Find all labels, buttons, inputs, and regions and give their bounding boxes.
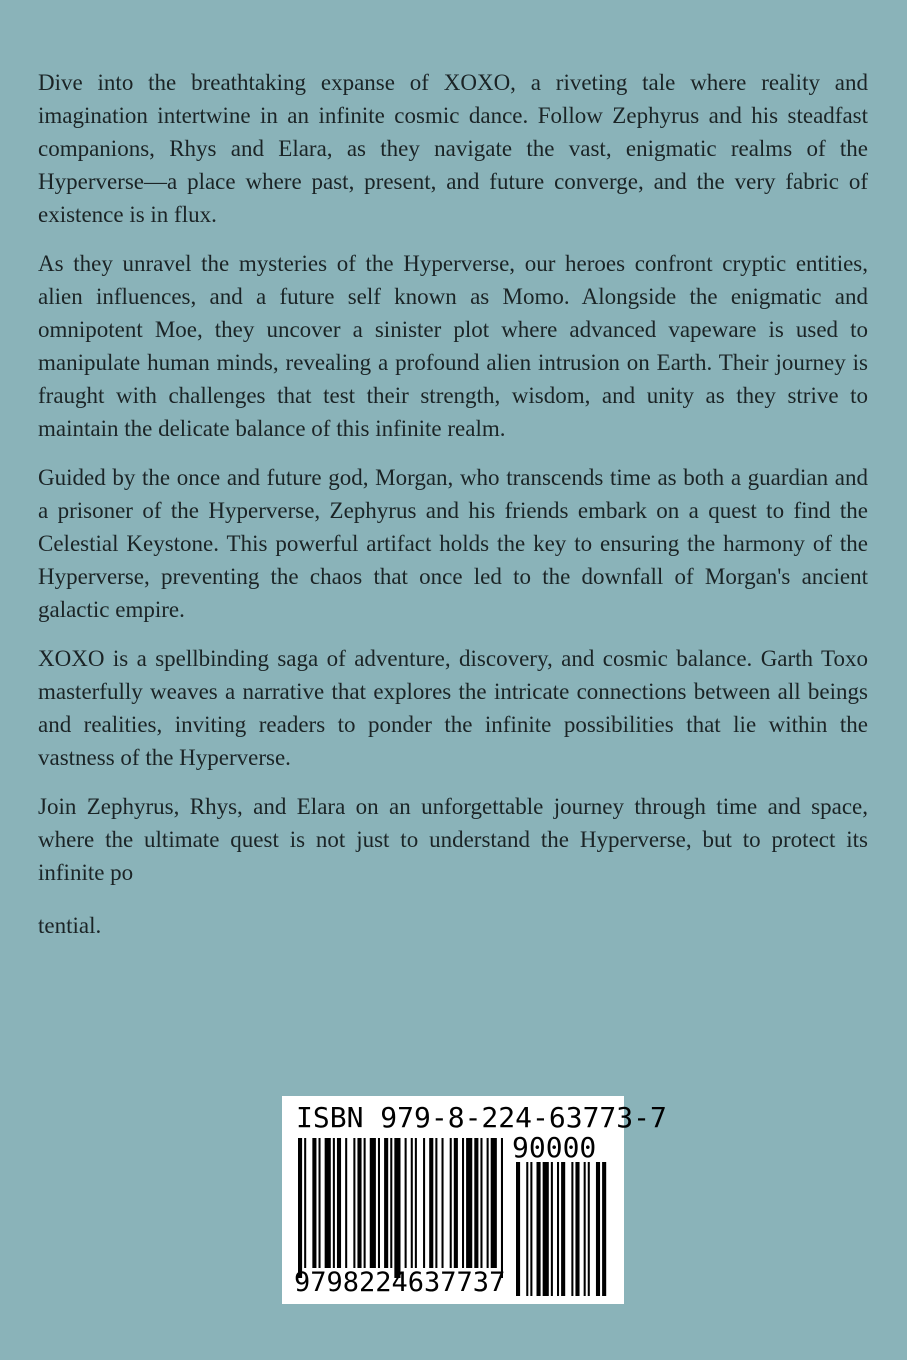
blurb-paragraph: XOXO is a spellbinding saga of adventure, discovery, and cosmic balance. Garth Toxo masterfully weaves a narrative that explores the intricate connections between all beings and realities, inviting readers to ponder the infinite possibilities that lie within the vastness of the Hyperverse. (38, 646, 868, 770)
barcode-bar (298, 1138, 302, 1278)
addon-bar (575, 1162, 579, 1296)
barcode-bar (454, 1138, 458, 1268)
barcode-bar (501, 1138, 503, 1278)
barcode-bar (319, 1138, 321, 1268)
addon-bar (516, 1162, 520, 1296)
barcode-bar (429, 1138, 433, 1268)
barcode-bar (333, 1138, 335, 1268)
barcode-bar (345, 1138, 347, 1268)
barcode-bar (466, 1138, 472, 1268)
barcode-bar (378, 1138, 380, 1268)
barcode-bar (390, 1138, 392, 1268)
ean-digits: 9798224637737 (294, 1267, 506, 1298)
barcode-bar (474, 1138, 478, 1268)
blurb-trailing-text: tential. (38, 913, 102, 938)
blurb-paragraph: As they unravel the mysteries of the Hyperverse, our heroes confront cryptic entities, alien influences, and a future self known as Momo. Alongside the enigmatic and omnipotent Moe, they uncover a sinister plot where advanced vapeware is used to manipulate human minds, revealing a profound alien intrusion on Earth. Their journey is fraught with challenges that test their strength, wisdom, and unity as they strive to maintain the delicate balance of this infinite realm. (38, 251, 868, 441)
barcode-bar (442, 1138, 444, 1268)
barcode-bar (480, 1138, 482, 1268)
barcode-bar (405, 1138, 407, 1268)
barcode-bar (435, 1138, 437, 1268)
addon-bar (551, 1162, 553, 1296)
addon-bar (526, 1162, 528, 1296)
barcode-bar (415, 1138, 417, 1268)
addon-bar (596, 1162, 600, 1296)
blurb-paragraph: Join Zephyrus, Rhys, and Elara on an unforgettable journey through time and space, where the ultimate quest is not just to understand the Hyperverse, but to protect its infinite po (38, 794, 868, 885)
barcode-bar (357, 1138, 361, 1268)
blurb-paragraph: Dive into the breathtaking expanse of XOXO, a riveting tale where reality and imagination intertwine in an infinite cosmic dance. Follow Zephyrus and his steadfast companions, Rhys and Elara, as they navigate the vast, enigmatic realms of the Hyperverse—a place where past, present, and future converge, and the very fabric of existence is in flux. (38, 70, 868, 227)
price-code: 90000 (512, 1131, 597, 1164)
addon-bar (602, 1162, 606, 1296)
barcode-bar (423, 1138, 425, 1268)
addon-bar (557, 1162, 559, 1296)
barcode-bar (364, 1138, 366, 1268)
barcode-bar (462, 1138, 464, 1268)
barcode-bar (411, 1138, 413, 1268)
barcode-bar (450, 1138, 452, 1268)
isbn-label: ISBN 979-8-224-63773-7 (296, 1101, 667, 1134)
addon-bar (571, 1162, 573, 1296)
barcode-bar (337, 1138, 341, 1268)
addon-bar (584, 1162, 586, 1296)
barcode-bar (304, 1138, 306, 1268)
barcode-bar (325, 1138, 331, 1268)
barcode-bar (353, 1138, 355, 1268)
isbn-barcode-box (282, 1096, 667, 1304)
barcode-bar (312, 1138, 316, 1268)
addon-bar (588, 1162, 590, 1296)
addon-bar (561, 1162, 565, 1296)
barcode-bar (491, 1138, 497, 1268)
addon-bar (530, 1162, 532, 1296)
back-cover-blurb (38, 66, 868, 958)
addon-bar (537, 1162, 541, 1296)
addon-bar (543, 1162, 549, 1296)
barcode-bar (384, 1138, 388, 1268)
barcode-bar (394, 1138, 400, 1278)
barcode-bar (370, 1138, 376, 1268)
barcode-bar (487, 1138, 489, 1268)
blurb-paragraph: Guided by the once and future god, Morgan, who transcends time as both a guardian and a prisoner of the Hyperverse, Zephyrus and his friends embark on a quest to find the Celestial Keystone. This powerful artifact holds the key to ensuring the harmony of the Hyperverse, preventing the chaos that once led to the downfall of Morgan's ancient galactic empire. (38, 465, 868, 622)
